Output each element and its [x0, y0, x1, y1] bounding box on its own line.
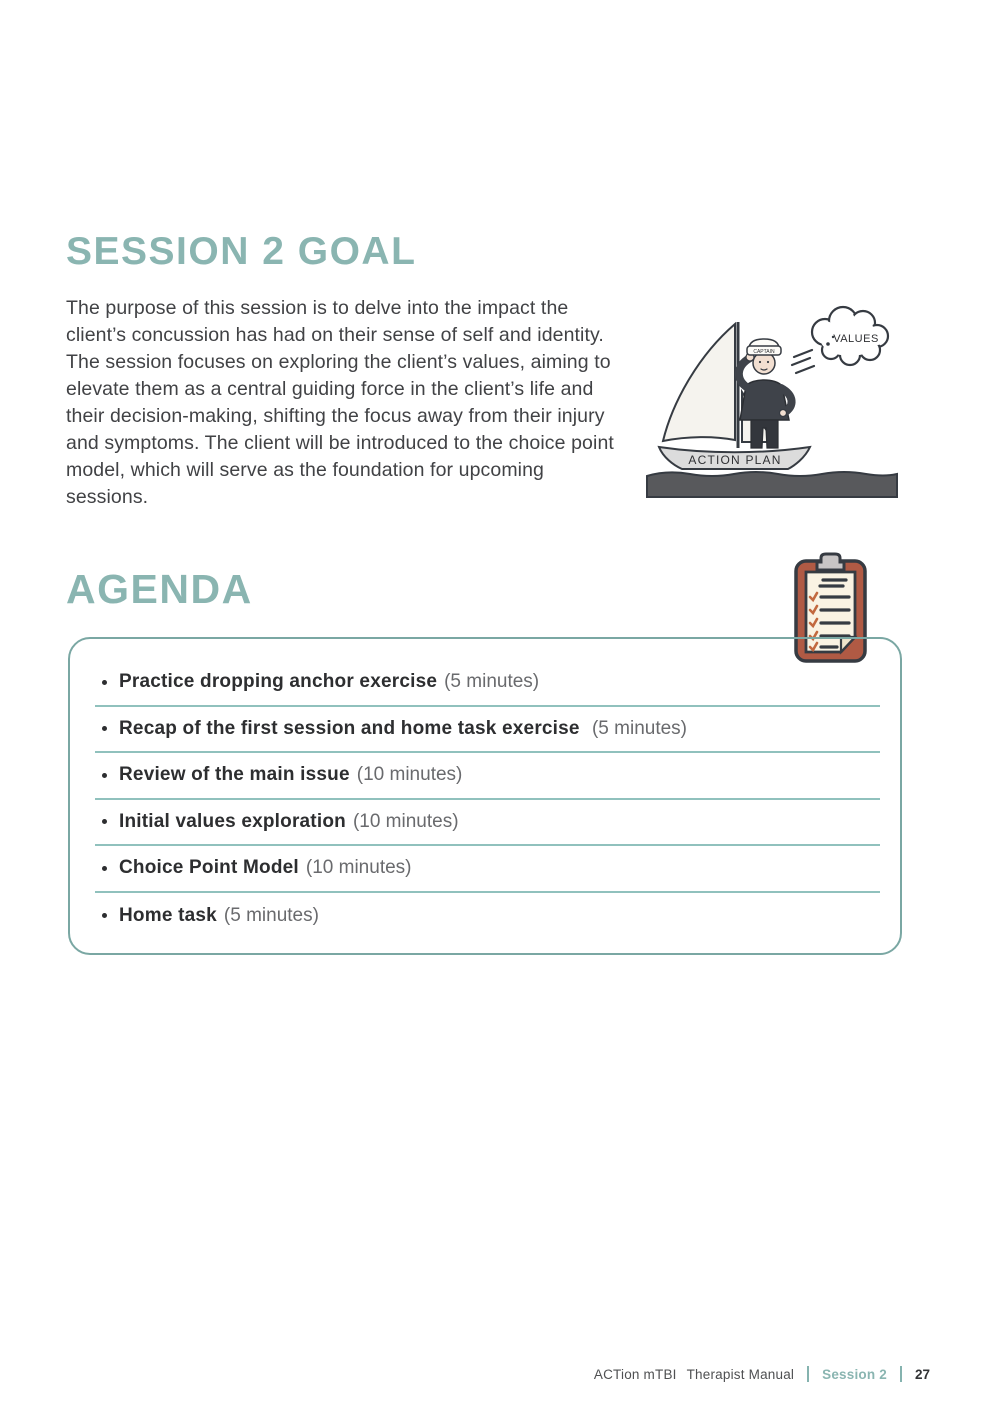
page-footer	[594, 1366, 930, 1382]
session-goal-title: SESSION 2 GOAL	[66, 230, 417, 273]
bullet-icon	[102, 913, 107, 918]
agenda-item-label: Recap of the first session and home task exercise	[119, 717, 580, 739]
bullet-icon	[102, 726, 107, 731]
sail-shape	[663, 324, 735, 441]
bubble-dot	[826, 342, 830, 346]
agenda-item	[95, 846, 880, 893]
bubble-label: VALUES	[833, 333, 879, 345]
water-shape	[647, 472, 897, 497]
session-goal-paragraph: The purpose of this session is to delve into the impact the client’s concussion has had on their sense of self and identity. The session focuses on exploring the client’s values, aiming to elevate them as a central guiding force in the client’s life and their decision-making, shifting the focus away from their injury and symptoms. The client will be introduced to the choice point model, which will serve as the foundation for upcoming sessions.	[66, 297, 614, 508]
bullet-icon	[102, 680, 107, 685]
bullet-icon	[102, 866, 107, 871]
footer-divider	[900, 1366, 902, 1382]
agenda-item-label: Review of the main issue	[119, 764, 350, 786]
bullet-icon	[102, 773, 107, 778]
agenda-item-label: Practice dropping anchor exercise	[119, 671, 438, 693]
footer-manual-name: ACTion mTBI	[593, 1366, 677, 1382]
sailboat-captain-illustration	[642, 300, 902, 500]
agenda-item	[95, 893, 880, 940]
footer-page-number: 27	[914, 1366, 930, 1382]
speed-lines	[792, 350, 814, 373]
footer-section-label: Session 2	[822, 1366, 887, 1382]
bullet-icon	[102, 819, 107, 824]
agenda-item-duration: (10 minutes)	[305, 857, 412, 879]
agenda-title: AGENDA	[66, 566, 253, 612]
agenda-item	[95, 660, 880, 707]
agenda-item-label: Home task	[119, 904, 217, 926]
agenda-item-duration: (10 minutes)	[352, 810, 459, 832]
agenda-item-duration: (5 minutes)	[586, 717, 688, 739]
footer-manual-type: Therapist Manual	[686, 1366, 795, 1382]
footer-divider	[807, 1366, 809, 1382]
agenda-item	[95, 753, 880, 800]
hat-label: CAPTAIN	[753, 349, 775, 355]
agenda-box	[68, 637, 902, 955]
agenda-item-duration: (5 minutes)	[223, 904, 319, 926]
agenda-item	[95, 707, 880, 754]
agenda-item-duration: (5 minutes)	[444, 671, 540, 693]
agenda-item-label: Initial values exploration	[119, 810, 346, 832]
agenda-item-label: Choice Point Model	[119, 857, 299, 879]
boat-label: ACTION PLAN	[688, 453, 782, 467]
agenda-item-duration: (10 minutes)	[356, 764, 463, 786]
agenda-item	[95, 800, 880, 847]
